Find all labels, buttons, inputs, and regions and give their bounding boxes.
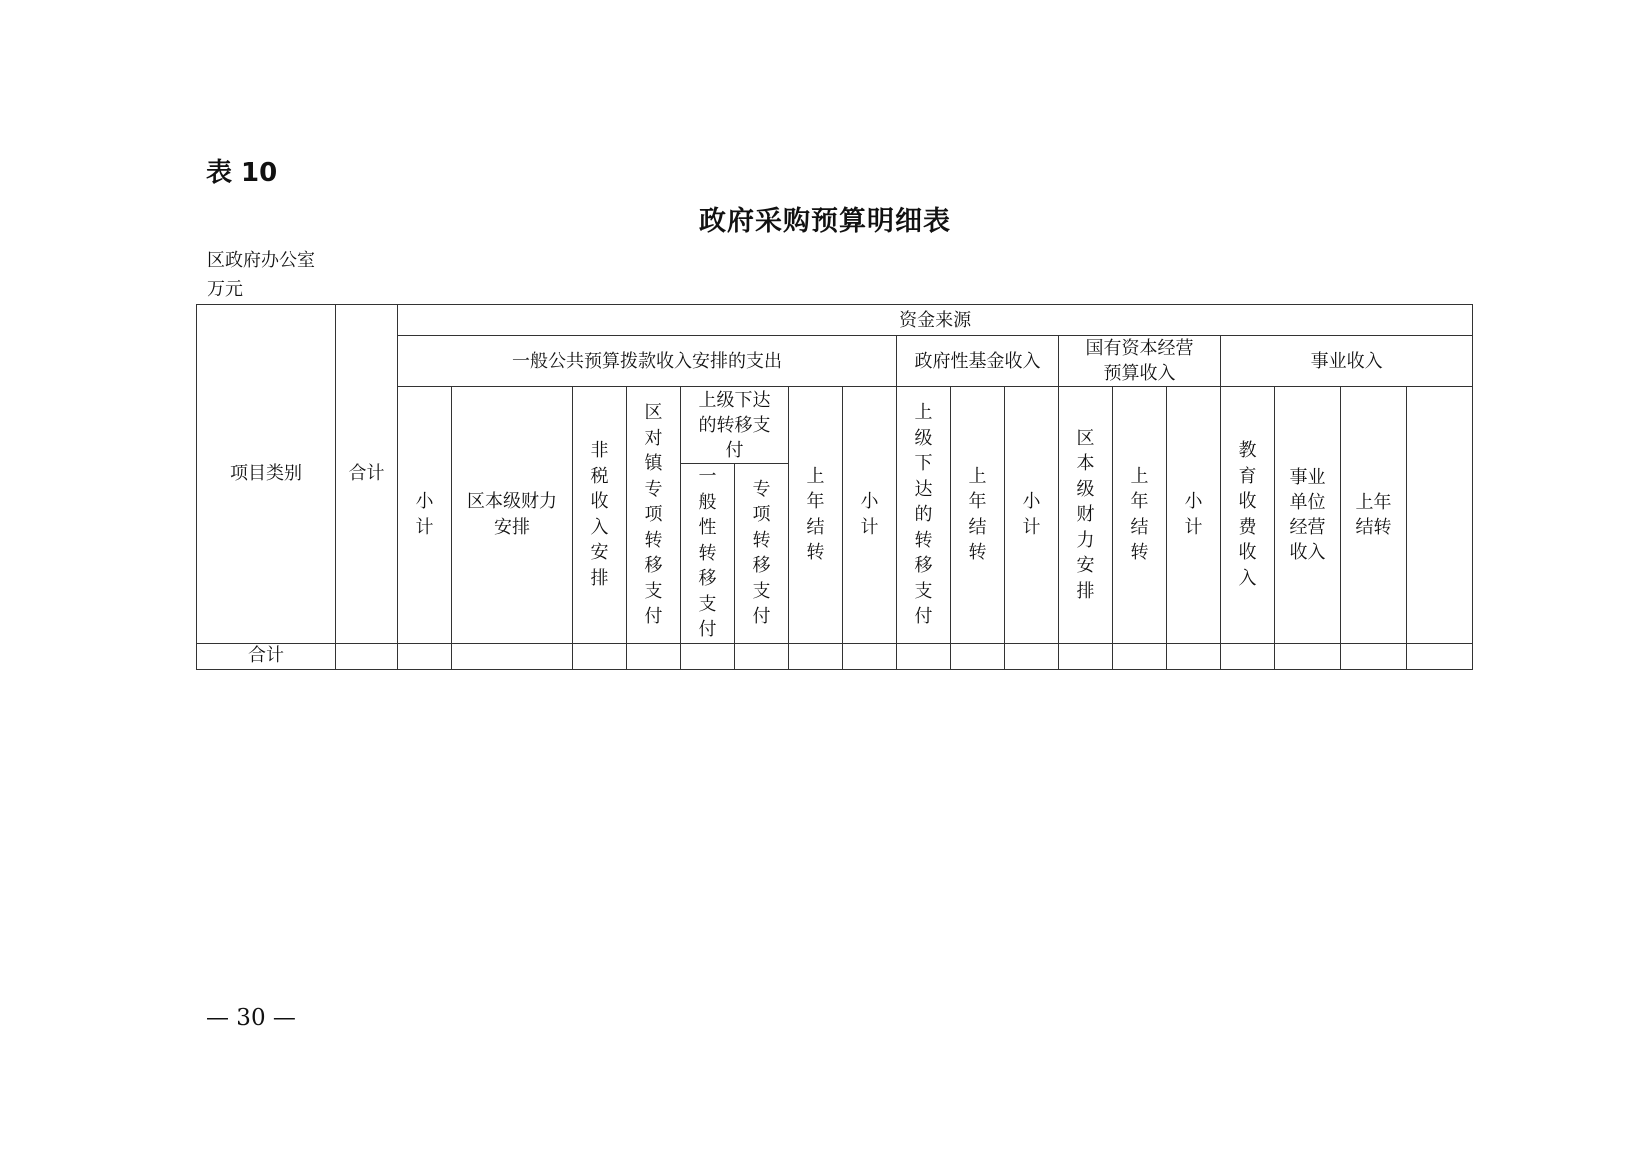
table-cell — [1113, 643, 1167, 669]
header-business-income: 事业收入 — [1221, 336, 1473, 387]
fund-upper-transfer — [897, 387, 951, 644]
fund-carryover-text: 上年结转 — [968, 465, 987, 564]
table-cell — [452, 643, 573, 669]
table-cell — [1407, 643, 1473, 669]
page-number: — 30 — — [206, 1005, 296, 1031]
state-district-finance — [1059, 387, 1113, 644]
state-subtotal-text: 小计 — [1022, 491, 1041, 538]
business-carryover — [1341, 387, 1407, 644]
general-district-to-town — [627, 387, 681, 644]
general-upper-transfer-text: 上级下达的转移支付 — [698, 389, 771, 461]
business-unit-operation — [1275, 387, 1341, 644]
state-carryover-text: 上年结转 — [1130, 465, 1149, 564]
total-row — [197, 643, 1473, 669]
upper-special-transfer — [735, 464, 789, 644]
header-government-fund: 政府性基金收入 — [897, 336, 1059, 387]
state-carryover — [1113, 387, 1167, 644]
general-district-finance — [452, 387, 573, 644]
business-unit-operation-text: 事业单位经营收入 — [1289, 466, 1326, 563]
table-cell — [789, 643, 843, 669]
header-state-capital — [1059, 336, 1221, 387]
table-number: 表 10 — [206, 158, 278, 188]
header-total: 合计 — [336, 305, 398, 644]
table-cell — [1221, 643, 1275, 669]
business-education-fee-text: 教育收费收入 — [1238, 440, 1257, 589]
budget-table — [196, 304, 1473, 670]
table-cell — [1275, 643, 1341, 669]
table-cell — [627, 643, 681, 669]
general-subtotal-text: 小计 — [415, 491, 434, 538]
general-district-finance-text: 区本级财力安排 — [467, 490, 557, 538]
table-cell — [843, 643, 897, 669]
upper-general-transfer-text: 一般性转移支付 — [698, 466, 717, 640]
business-subtotal-text: 小计 — [1184, 491, 1203, 538]
unit-name: 区政府办公室 — [207, 250, 315, 271]
general-upper-transfer — [681, 387, 789, 464]
table-cell — [573, 643, 627, 669]
header-state-capital-text: 国有资本经营预算收入 — [1085, 338, 1194, 384]
fund-upper-transfer-text: 上级下达的转移支付 — [914, 402, 933, 627]
business-education-fee — [1221, 387, 1275, 644]
table-cell — [336, 643, 398, 669]
state-district-finance-text: 区本级财力安排 — [1076, 427, 1095, 602]
page-title: 政府采购预算明细表 — [699, 206, 951, 237]
table-cell — [1059, 643, 1113, 669]
total-row-label: 合计 — [197, 643, 336, 669]
header-project-category: 项目类别 — [197, 305, 336, 644]
business-subtotal — [1167, 387, 1221, 644]
currency-unit: 万元 — [207, 279, 243, 300]
fund-carryover — [951, 387, 1005, 644]
header-funding-source: 资金来源 — [398, 305, 1473, 336]
table-cell — [398, 643, 452, 669]
table-cell — [735, 643, 789, 669]
header-general-budget: 一般公共预算拨款收入安排的支出 — [398, 336, 897, 387]
general-non-tax-text: 非税收入安排 — [590, 440, 609, 589]
upper-general-transfer — [681, 464, 735, 644]
general-carryover — [789, 387, 843, 644]
fund-subtotal-text: 小计 — [860, 491, 879, 538]
general-carryover-text: 上年结转 — [806, 465, 825, 564]
state-subtotal — [1005, 387, 1059, 644]
general-district-to-town-text: 区对镇专项转移支付 — [644, 402, 663, 627]
table-cell — [897, 643, 951, 669]
table-cell — [951, 643, 1005, 669]
general-non-tax — [573, 387, 627, 644]
business-carryover-text: 上年结转 — [1355, 491, 1392, 538]
table-cell — [1005, 643, 1059, 669]
upper-special-transfer-text: 专项转移支付 — [752, 478, 771, 628]
fund-subtotal — [843, 387, 897, 644]
table-cell — [1167, 643, 1221, 669]
general-subtotal — [398, 387, 452, 644]
table-cell — [1341, 643, 1407, 669]
table-cell — [681, 643, 735, 669]
